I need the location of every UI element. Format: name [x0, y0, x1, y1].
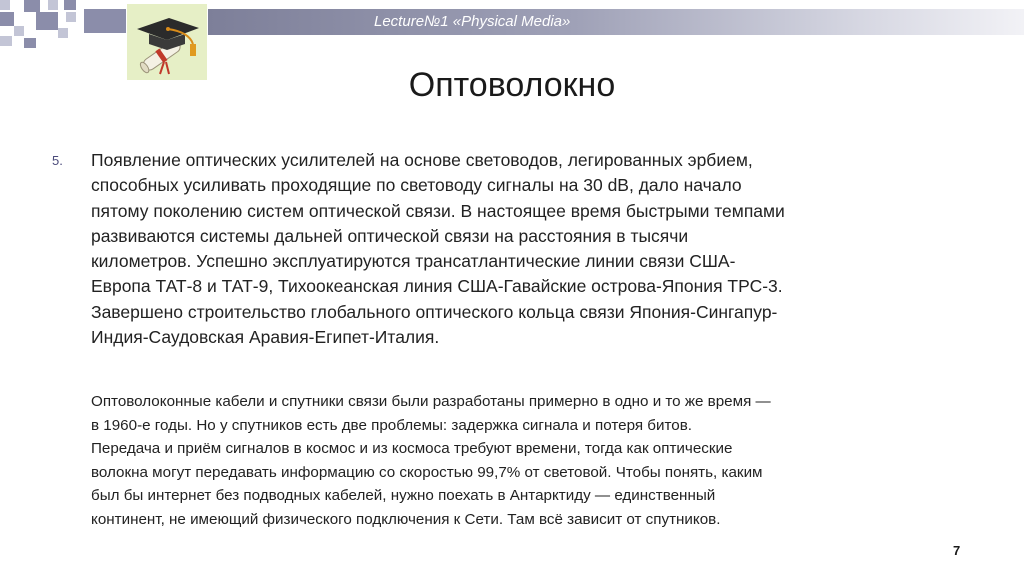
main-paragraph-line: развиваются системы дальней оптической связи на расстояния в тысячи	[91, 225, 689, 246]
decor-square	[14, 26, 24, 36]
list-item-number: 5.	[52, 153, 63, 168]
main-paragraph-line: пятому поколению систем оптической связи. В настоящее время быстрыми темпами	[91, 200, 785, 221]
main-paragraph-line: Индия-Саудовская Аравия-Египет-Италия.	[91, 327, 440, 348]
main-paragraph	[91, 148, 951, 350]
decor-square	[0, 12, 14, 26]
decor-square	[48, 0, 58, 10]
header-band	[208, 9, 1024, 35]
page-number: 7	[953, 543, 961, 558]
decor-square	[0, 0, 10, 10]
note-paragraph-line: Оптоволоконные кабели и спутники связи были разработаны примерно в одно и то же время —	[91, 393, 771, 410]
decor-square	[66, 12, 76, 22]
decor-square	[64, 0, 76, 10]
decor-square	[36, 12, 58, 30]
main-paragraph-line: Европа ТАТ-8 и ТАТ-9, Тихоокеанская линия США-Гавайские острова-Япония ТРС-3.	[91, 276, 783, 297]
note-paragraph-line: был бы интернет без подводных кабелей, нужно поехать в Антарктиду — единственный	[91, 487, 716, 504]
main-paragraph-line: километров. Успешно эксплуатируются трансатлантические линии связи США-	[91, 251, 736, 272]
main-paragraph-line: способных усиливать проходящие по световоду сигналы на 30 dB, дало начало	[91, 175, 742, 196]
decor-square	[58, 28, 68, 38]
lecture-header: Lecture№1 «Physical Media»	[374, 13, 571, 30]
decor-square	[24, 0, 40, 12]
main-paragraph-line: Появление оптических усилителей на основе световодов, легированных эрбием,	[91, 150, 753, 170]
page-title: Оптоволокно	[408, 66, 616, 104]
note-paragraph-line: Передача и приём сигналов в космос и из космоса требуют времени, тогда как оптические	[91, 440, 733, 457]
decor-square	[0, 36, 12, 46]
decor-square	[24, 38, 36, 48]
note-paragraph-line: волокна могут передавать информацию со скоростью 99,7% от световой. Чтобы понять, каким	[91, 463, 763, 481]
decor-square	[84, 9, 126, 33]
note-paragraph-line: в 1960-е годы. Но у спутников есть две проблемы: задержка сигнала и потеря битов.	[91, 416, 693, 434]
main-paragraph-line: Завершено строительство глобального оптического кольца связи Япония-Сингапур-	[91, 301, 778, 322]
note-paragraph	[91, 390, 971, 531]
note-paragraph-line: континент, не имеющий физического подключения к Сети. Там всё зависит от спутников.	[91, 510, 721, 528]
